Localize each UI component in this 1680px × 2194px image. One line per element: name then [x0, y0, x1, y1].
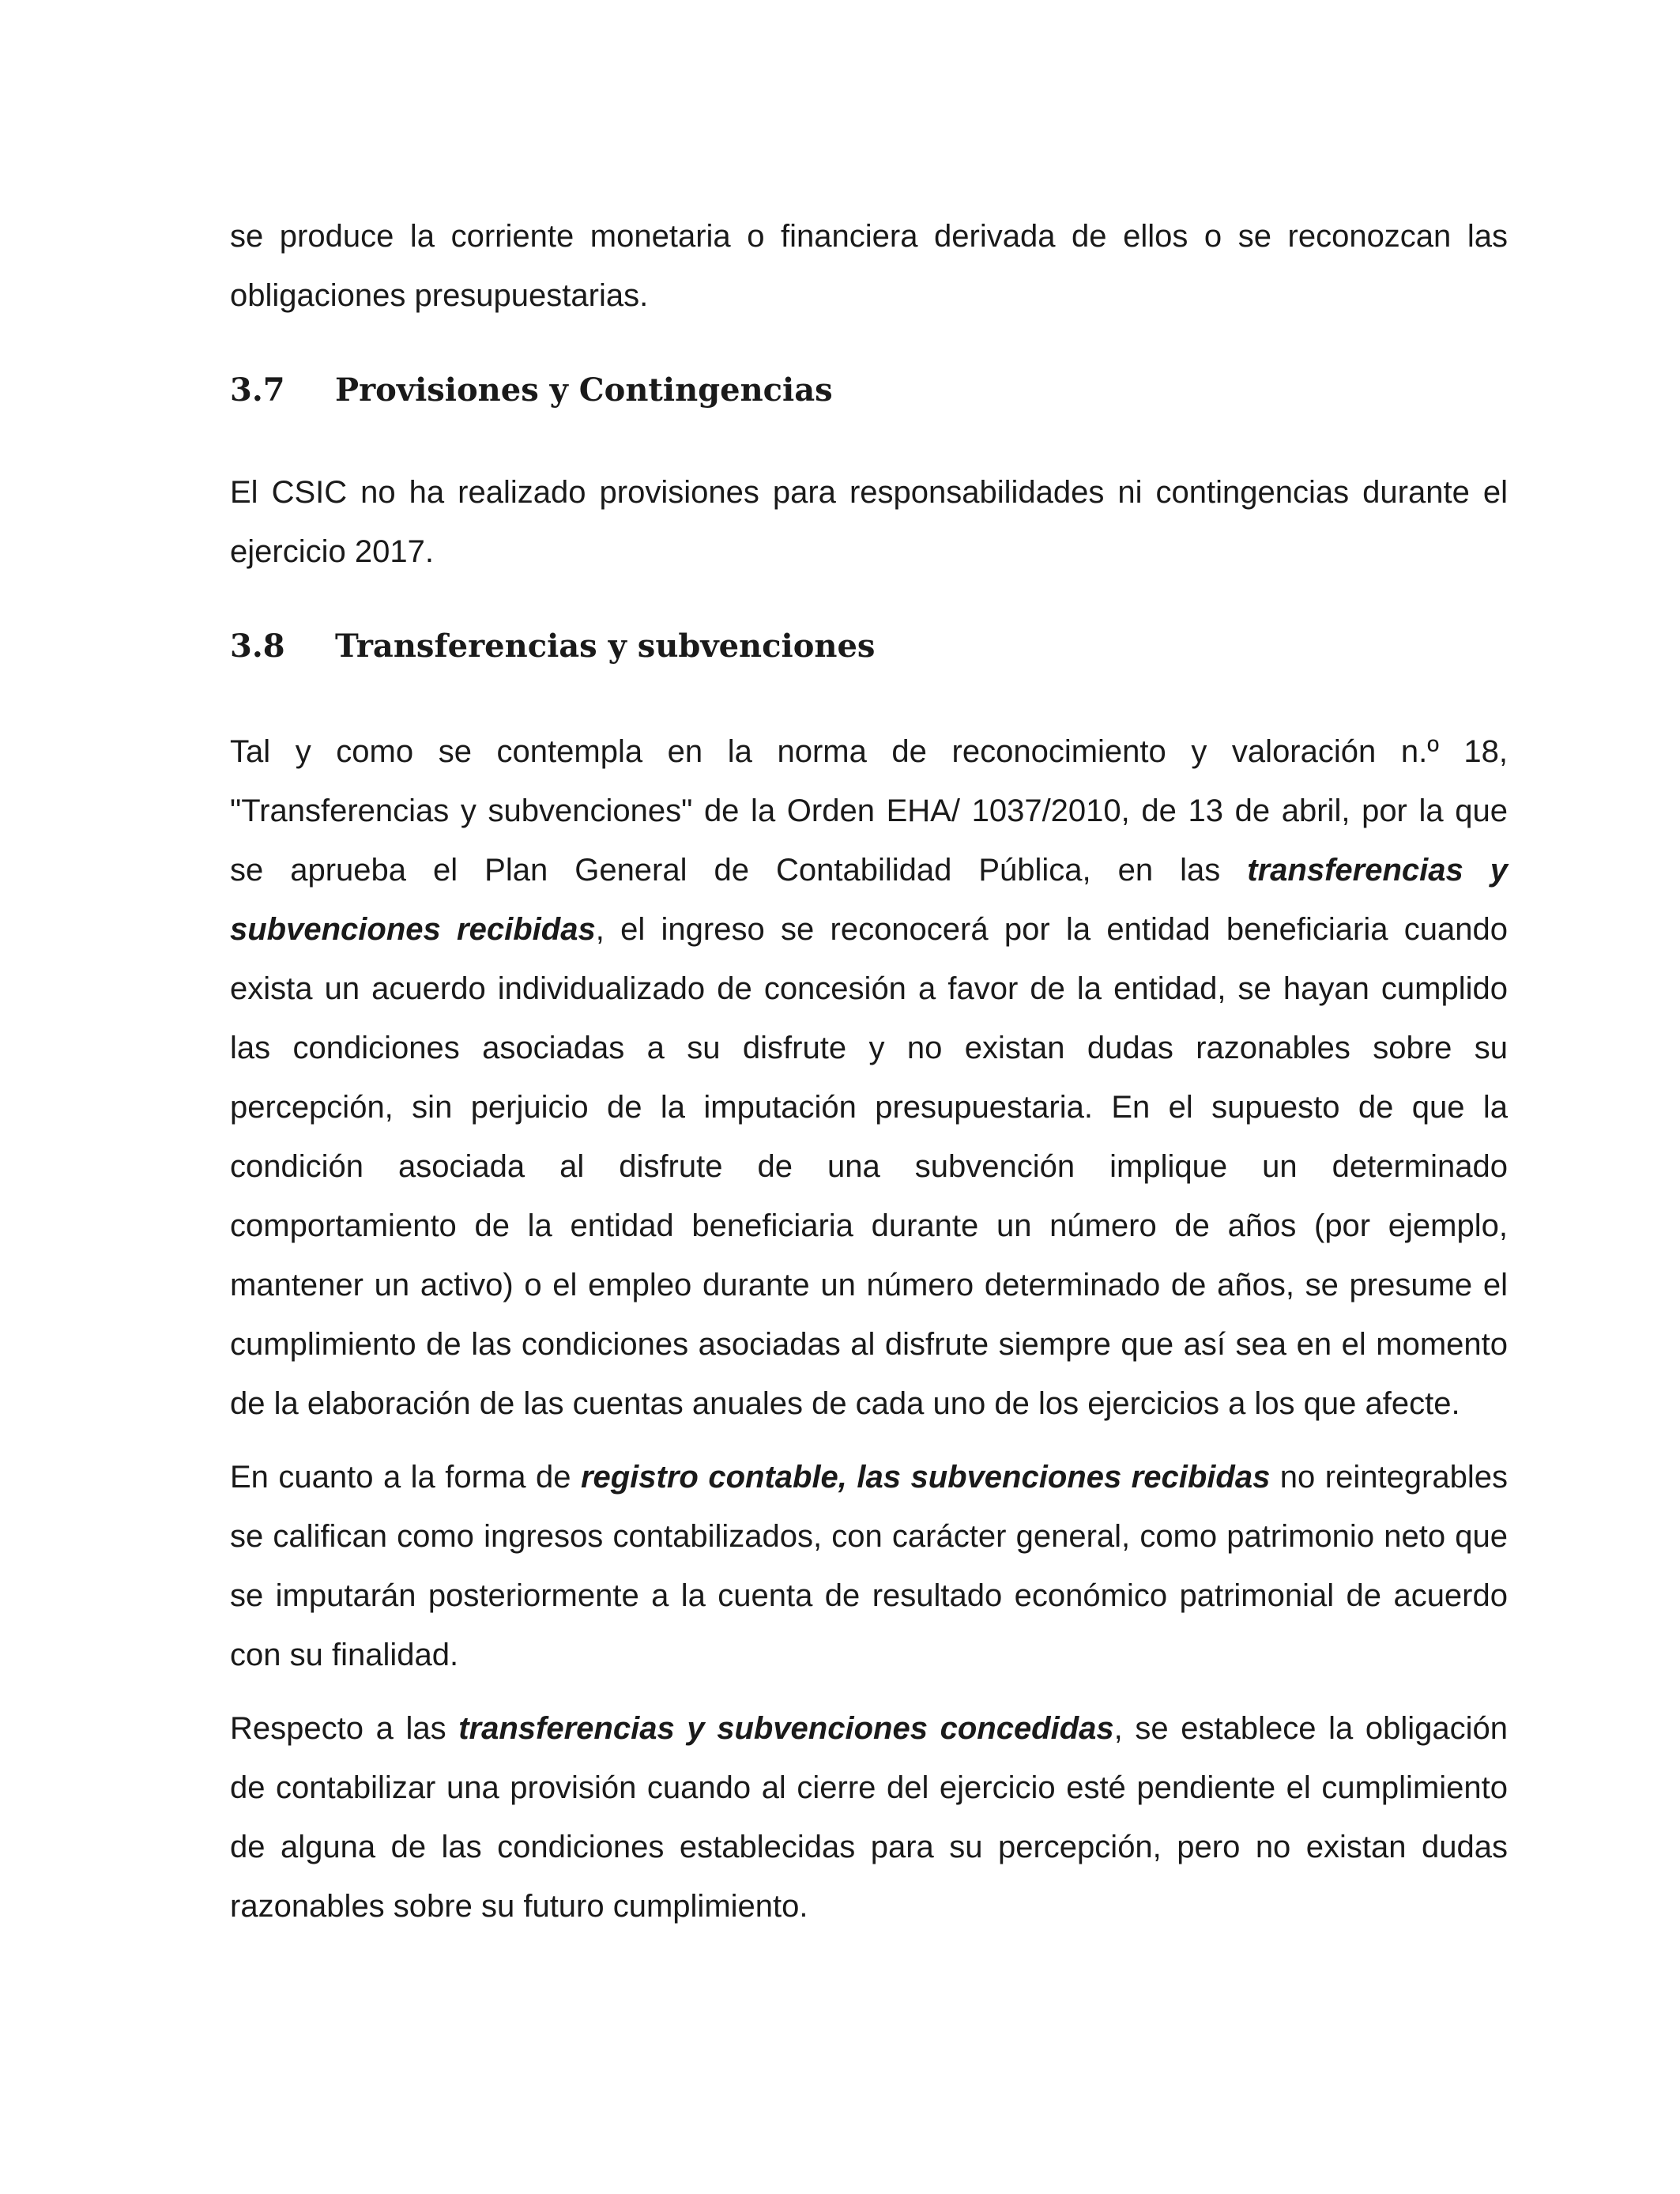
paragraph-text: , el ingreso se reconocerá por la entidad beneficiaria cuando exista un acuerdo individualizado de concesión a favor de la entidad, se hayan cumplido las condiciones asociadas a su disfrute y no existan dudas razonables sobre su percepción, sin perjuicio de la imputación presupuestaria. En el supuesto de que la condición asociada al disfrute de una subvención implique un determinado comportamiento de la entidad beneficiaria durante un número de años (por ejemplo, mantener un activo) o el empleo durante un número determinado de años, se presume el cumplimiento de las condiciones asociadas al disfrute siempre que así sea en el momento de la elaboración de las cuentas anuales de cada uno de los ejercicios a los que afecte.	[230, 912, 1509, 1421]
paragraph-text: Tal y como se contempla en la norma de reconocimiento y valoración n.º 18, "Transferencias y subvenciones" de la Orden EHA/ 1037/2010, de 13 de abril, por la que se aprueba el Plan General de Contabilidad Pública, en las	[230, 734, 1508, 888]
paragraph-text: no reintegrables se califican como ingresos contabilizados, con carácter general, como patrimonio neto que se imputarán posteriormente a la cuenta de resultado económico patrimonial de acuerdo con su finalidad.	[230, 1460, 1508, 1672]
section-heading-3-8	[230, 623, 1508, 670]
provisiones-paragraph: El CSIC no ha realizado provisiones para responsabilidades ni contingencias durante el ejercicio 2017.	[230, 475, 1508, 569]
section-title: Transferencias y subvenciones	[335, 628, 876, 665]
paragraph-text: En cuanto a la forma de	[230, 1460, 581, 1495]
emphasis-text: transferencias y subvenciones recibidas	[230, 853, 1508, 947]
concedidas-paragraph	[230, 1699, 1508, 1936]
transferencias-paragraph	[230, 722, 1508, 1434]
page-content	[230, 207, 1508, 1936]
section-title: Provisiones y Contingencias	[335, 371, 833, 409]
paragraph-text: , se establece la obligación de contabilizar una provisión cuando al cierre del ejercicio esté pendiente el cumplimiento de alguna de las condiciones establecidas para su percepción, pero no existan dudas razonables sobre su futuro cumplimiento.	[230, 1711, 1508, 1924]
section-number: 3.8	[230, 628, 285, 665]
section-heading-3-7	[230, 367, 1508, 414]
emphasis-text: registro contable, las subvenciones recibidas	[580, 1460, 1271, 1495]
section-number: 3.7	[230, 371, 285, 409]
emphasis-text: transferencias y subvenciones concedidas	[458, 1711, 1114, 1746]
registro-contable-paragraph	[230, 1448, 1508, 1685]
intro-paragraph: se produce la corriente monetaria o financiera derivada de ellos o se reconozcan las obligaciones presupuestarias.	[230, 219, 1508, 313]
paragraph-text: Respecto a las	[230, 1711, 459, 1746]
